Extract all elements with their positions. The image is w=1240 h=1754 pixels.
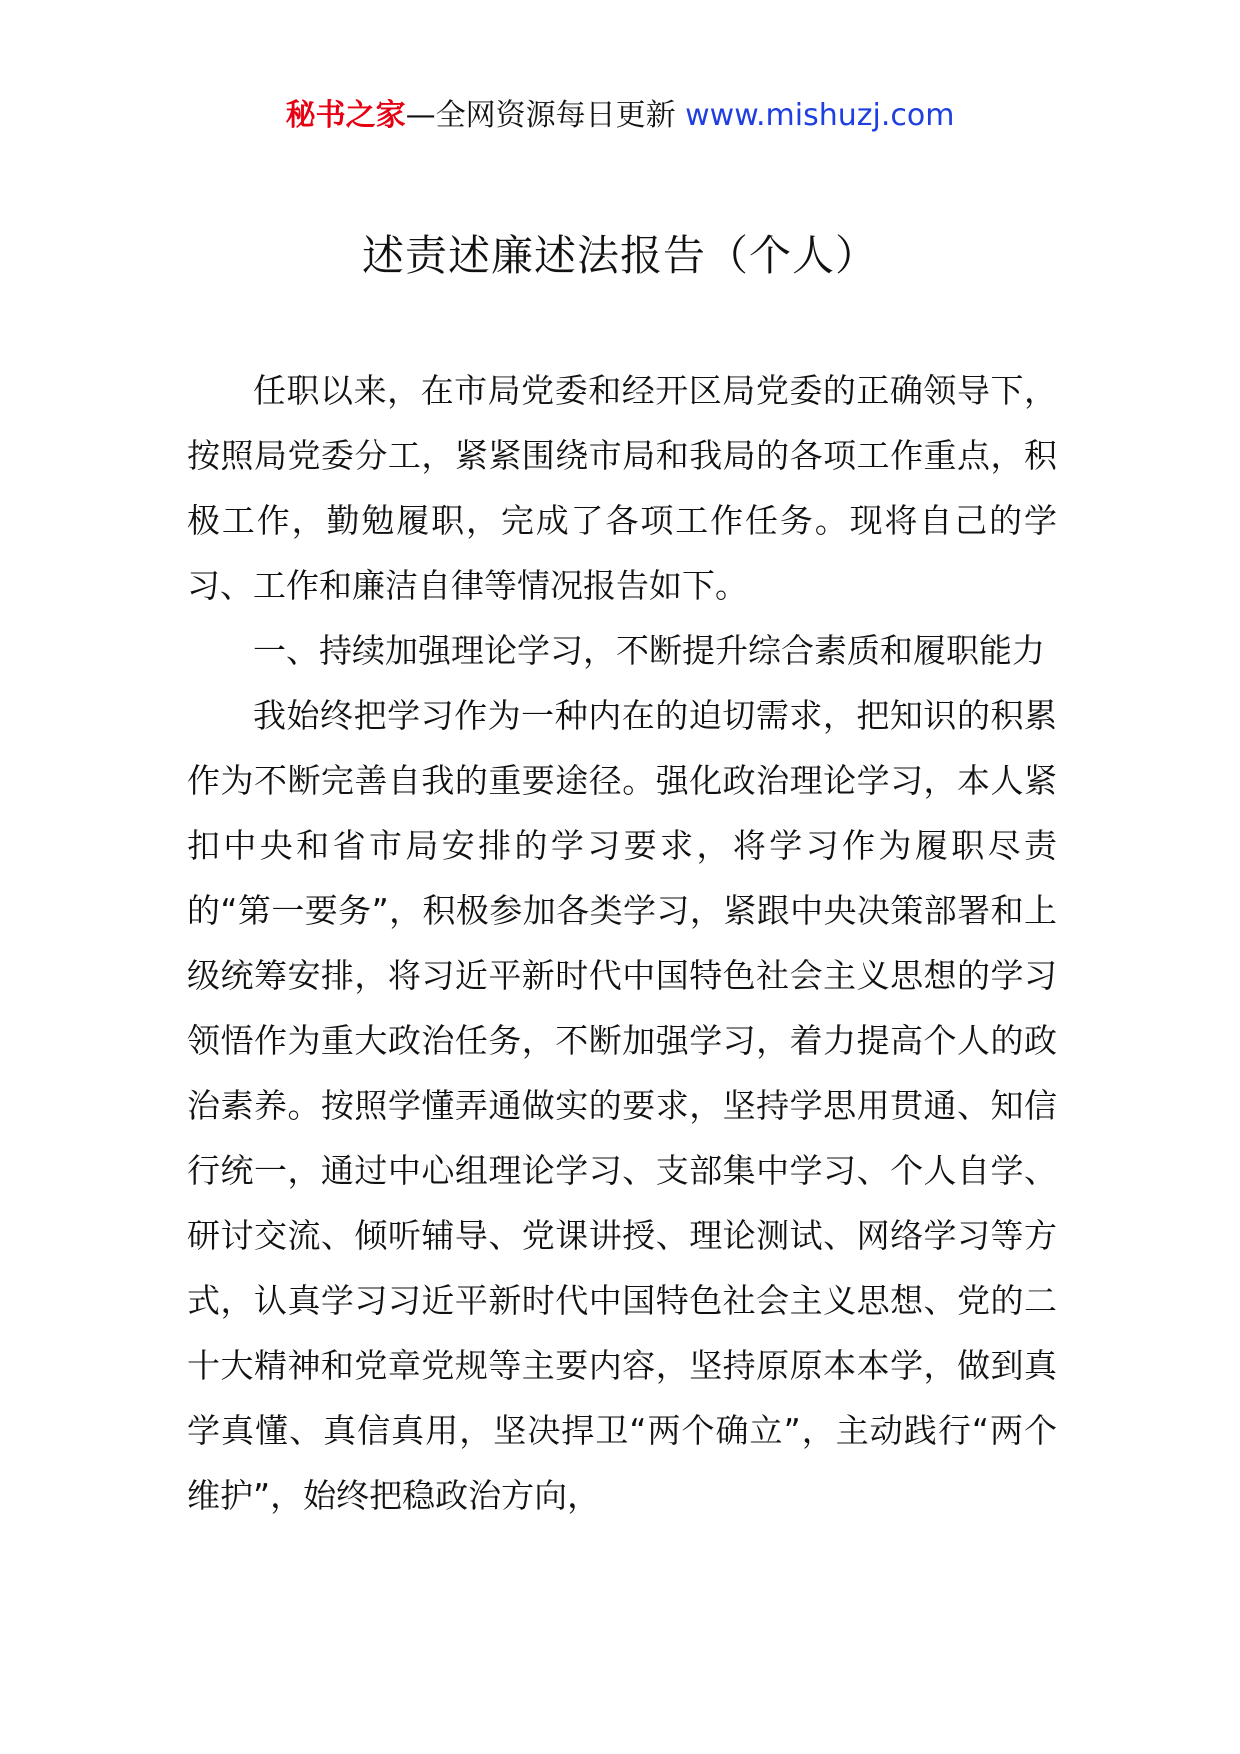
site-brand: 秘书之家 [285, 98, 406, 133]
site-header [0, 96, 1240, 136]
document-title: 述责述廉述法报告（个人） [361, 231, 878, 280]
site-slogan: —全网资源每日更新 [405, 98, 676, 133]
site-url-link[interactable]: www.mishuzj.com [685, 98, 955, 133]
paragraph-study: 我始终把学习作为一种内在的迫切需求，把知识的积累作为不断完善自我的重要途径。强化政治理论学习，本人紧扣中央和省市局安排的学习要求，将学习作为履职尽责的“第一要务”，积极参加各类学习，紧跟中央决策部署和上级统筹安排，将习近平新时代中国特色社会主义思想的学习领悟作为重大政治任务，不断加强学习，着力提高个人的政治素养。按照学懂弄通做实的要求，坚持学思用贯通、知信行统一，通过中心组理论学习、支部集中学习、个人自学、研讨交流、倾听辅导、党课讲授、理论测试、网络学习等方式，认真学习习近平新时代中国特色社会主义思想、党的二十大精神和党章党规等主要内容，坚持原原本本学，做到真学真懂、真信真用，坚决捍卫“两个确立”，主动践行“两个维护”，始终把稳政治方向， [187, 696, 1057, 1515]
paragraph-intro: 任职以来，在市局党委和经开区局党委的正确领导下，按照局党委分工，紧紧围绕市局和我局的各项工作重点，积极工作，勤勉履职，完成了各项工作任务。现将自己的学习、工作和廉洁自律等情况报告如下。 [187, 371, 1057, 605]
document-body [187, 358, 1057, 1528]
section-heading-1: 一、持续加强理论学习，不断提升综合素质和履职能力 [253, 631, 1045, 670]
